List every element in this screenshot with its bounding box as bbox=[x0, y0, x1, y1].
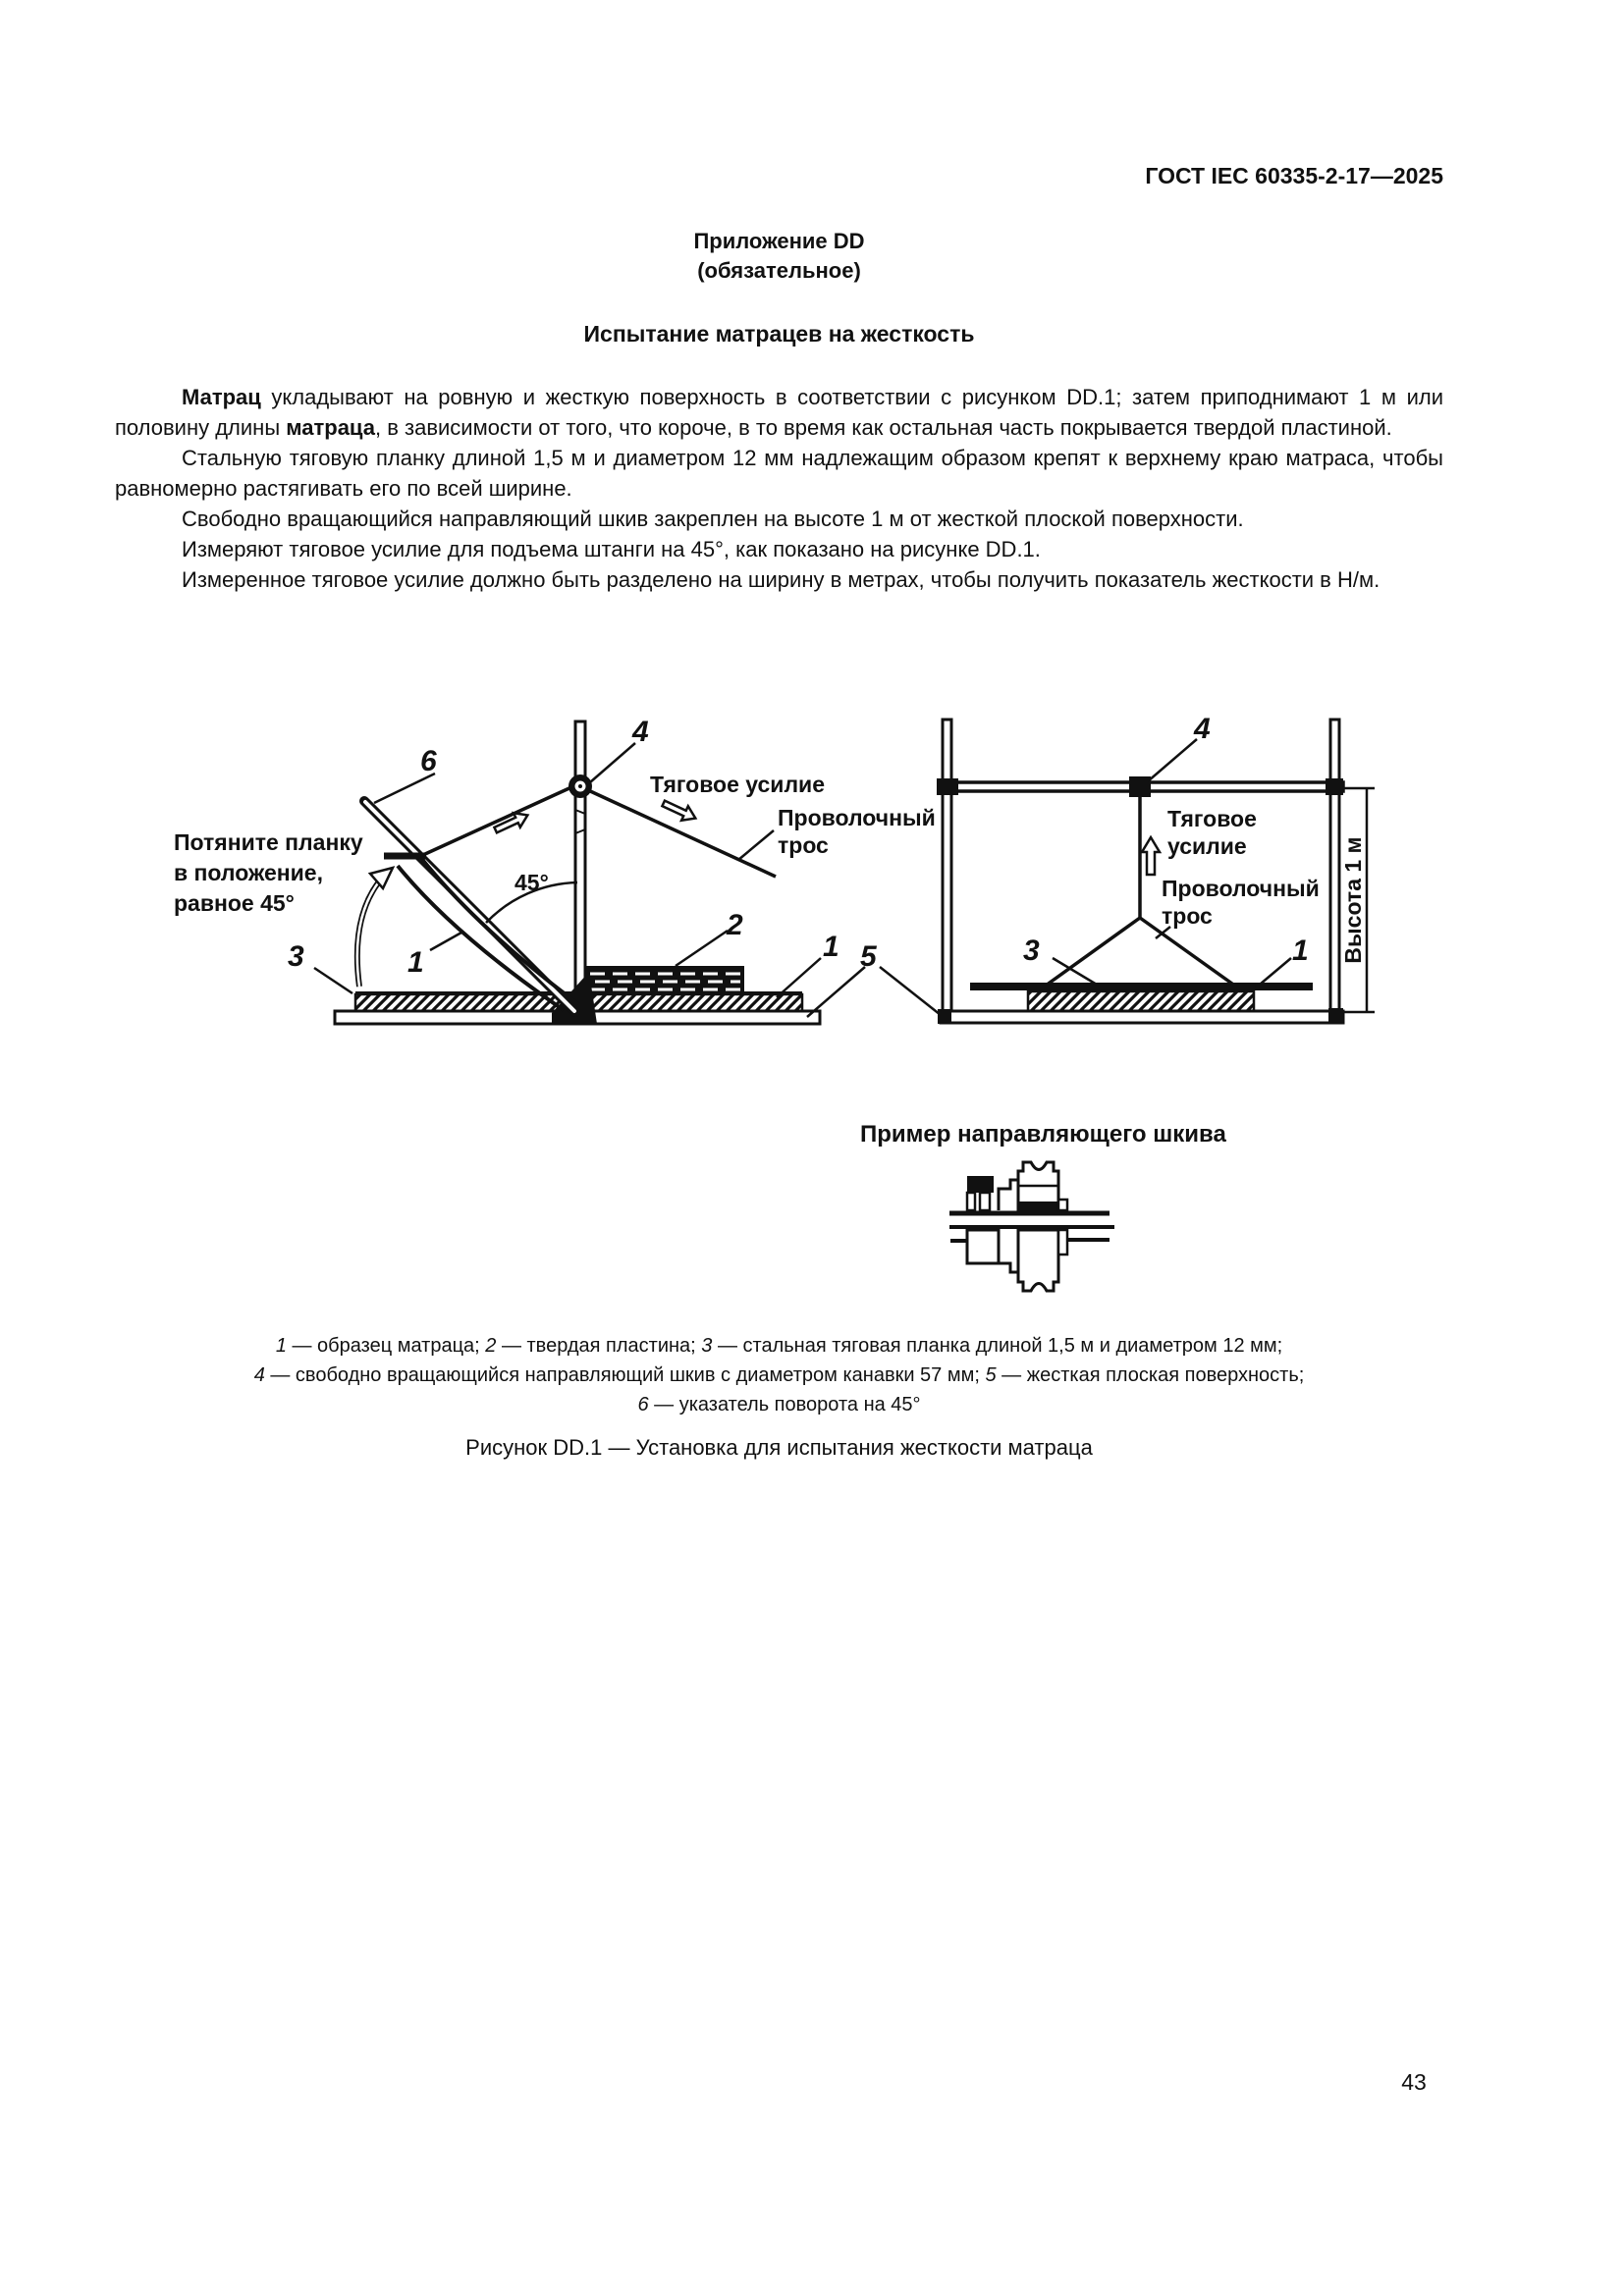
leader-1-inner bbox=[430, 933, 461, 950]
item-label-1-inner: 1 bbox=[407, 946, 424, 979]
annex-label: Приложение DD bbox=[693, 229, 865, 253]
pulley-front bbox=[1129, 776, 1151, 797]
section-title: Испытание матрацев на жесткость bbox=[583, 321, 975, 347]
base-joint-right bbox=[1328, 1008, 1343, 1024]
paragraph-5: Измеренное тяговое усилие должно быть разделено на ширину в метрах, чтобы получить показатель жесткости в Н/м. bbox=[182, 567, 1380, 592]
leader-6 bbox=[374, 774, 435, 803]
paragraph-4: Измеряют тяговое усилие для подъема штанги на 45°, как показано на рисунке DD.1. bbox=[182, 537, 1041, 561]
rigid-surface-front bbox=[941, 1011, 1343, 1023]
instruction-line-2: в положение, bbox=[174, 860, 323, 885]
base-joint-left bbox=[938, 1009, 951, 1024]
item-label-3-front: 3 bbox=[1023, 934, 1040, 967]
wire-rope-label-left-2: трос bbox=[778, 832, 829, 858]
wire-rope-right-segment bbox=[588, 790, 776, 877]
body-text bbox=[115, 382, 1443, 595]
item-label-1-right: 1 bbox=[823, 931, 839, 963]
frame-post-left bbox=[943, 720, 951, 1021]
rotation-arc bbox=[357, 868, 393, 987]
vertical-pole bbox=[575, 721, 585, 1016]
pulley-example bbox=[860, 1121, 1226, 1291]
caption-line-1: 1 — образец матраца; 2 — твердая пластина; 3 — стальная тяговая планка длиной 1,5 м и диаметром 12 мм; bbox=[275, 1335, 1283, 1357]
annex-heading bbox=[115, 227, 1443, 286]
wire-rope-left-segment bbox=[425, 787, 571, 854]
leader-3-front bbox=[1053, 958, 1097, 985]
figure-caption bbox=[115, 1331, 1443, 1419]
pull-force-label-left: Тяговое усилие bbox=[650, 772, 825, 797]
paragraph-1: Матрац укладывают на ровную и жесткую поверхность в соответствии с рисунком DD.1; затем приподнимают 1 м или половину длины матраца, в зависимости от того, что короче, в то время как остальная часть покрывается твердой пластиной. bbox=[115, 385, 1443, 440]
page-header-standard-number: ГОСТ IEC 60335-2-17—2025 bbox=[1145, 163, 1443, 188]
wire-rope-label-right-1: Проволочный bbox=[1162, 876, 1320, 901]
mattress-flat-right bbox=[586, 994, 802, 1011]
leader-5-left bbox=[807, 967, 865, 1017]
mattress-front bbox=[1028, 991, 1254, 1011]
instruction-line-1: Потяните планку bbox=[174, 829, 363, 855]
page-number: 43 bbox=[1401, 2069, 1427, 2095]
item-label-2: 2 bbox=[727, 909, 743, 941]
paragraph-3: Свободно вращающийся направляющий шкив закреплен на высоте 1 м от жесткой плоской поверхности. bbox=[182, 507, 1244, 531]
leader-2 bbox=[676, 931, 728, 966]
paragraph-2: Стальную тяговую планку длиной 1,5 м и диаметром 12 мм надлежащим образом крепят к верхнему краю матраса, чтобы равномерно растягивать его по всей ширине. bbox=[115, 446, 1443, 501]
frame-post-right bbox=[1330, 720, 1339, 1021]
leader-4-right bbox=[1148, 739, 1197, 781]
pull-force-label-right-2: усилие bbox=[1167, 833, 1247, 859]
diagram-side-view bbox=[174, 716, 941, 1024]
pulley-example-title: Пример направляющего шкива bbox=[860, 1121, 1226, 1148]
frame-joint-right bbox=[1326, 778, 1343, 795]
leader-5-right bbox=[880, 967, 941, 1015]
caption-line-3: 6 — указатель поворота на 45° bbox=[637, 1394, 921, 1415]
pull-force-label-right-1: Тяговое bbox=[1167, 806, 1257, 831]
item-label-3-left: 3 bbox=[288, 940, 304, 973]
rigid-plate bbox=[586, 966, 744, 994]
item-label-5: 5 bbox=[860, 940, 877, 973]
item-label-1-front: 1 bbox=[1292, 934, 1309, 967]
figure-dd1 bbox=[0, 707, 1624, 1335]
leader-wire-rope bbox=[738, 830, 774, 860]
guide-pulley bbox=[568, 774, 592, 798]
leader-4 bbox=[590, 743, 635, 782]
wire-rope-label-right-2: трос bbox=[1162, 903, 1213, 929]
diagram-front-view bbox=[937, 713, 1375, 1024]
angle-45-label: 45° bbox=[514, 870, 549, 895]
annex-type: (обязательное) bbox=[697, 258, 861, 283]
figure-number-title: Рисунок DD.1 — Установка для испытания жесткости матраца bbox=[465, 1435, 1093, 1460]
pull-force-up-arrow bbox=[1142, 837, 1160, 875]
leader-3 bbox=[314, 968, 352, 993]
instruction-line-3: равное 45° bbox=[174, 890, 295, 916]
pulley-cross-section-drawing bbox=[949, 1162, 1114, 1291]
item-label-6: 6 bbox=[420, 745, 437, 777]
item-label-4-left: 4 bbox=[632, 716, 649, 748]
frame-joint-left bbox=[937, 778, 958, 795]
wire-rope-label-left-1: Проволочный bbox=[778, 805, 936, 830]
caption-line-2: 4 — свободно вращающийся направляющий шкив с диаметром канавки 57 мм; 5 — жесткая плоская поверхность; bbox=[253, 1364, 1305, 1386]
item-label-4-right: 4 bbox=[1194, 713, 1211, 745]
pull-force-arrow bbox=[660, 796, 698, 826]
height-1m-label: Высота 1 м bbox=[1340, 836, 1366, 964]
